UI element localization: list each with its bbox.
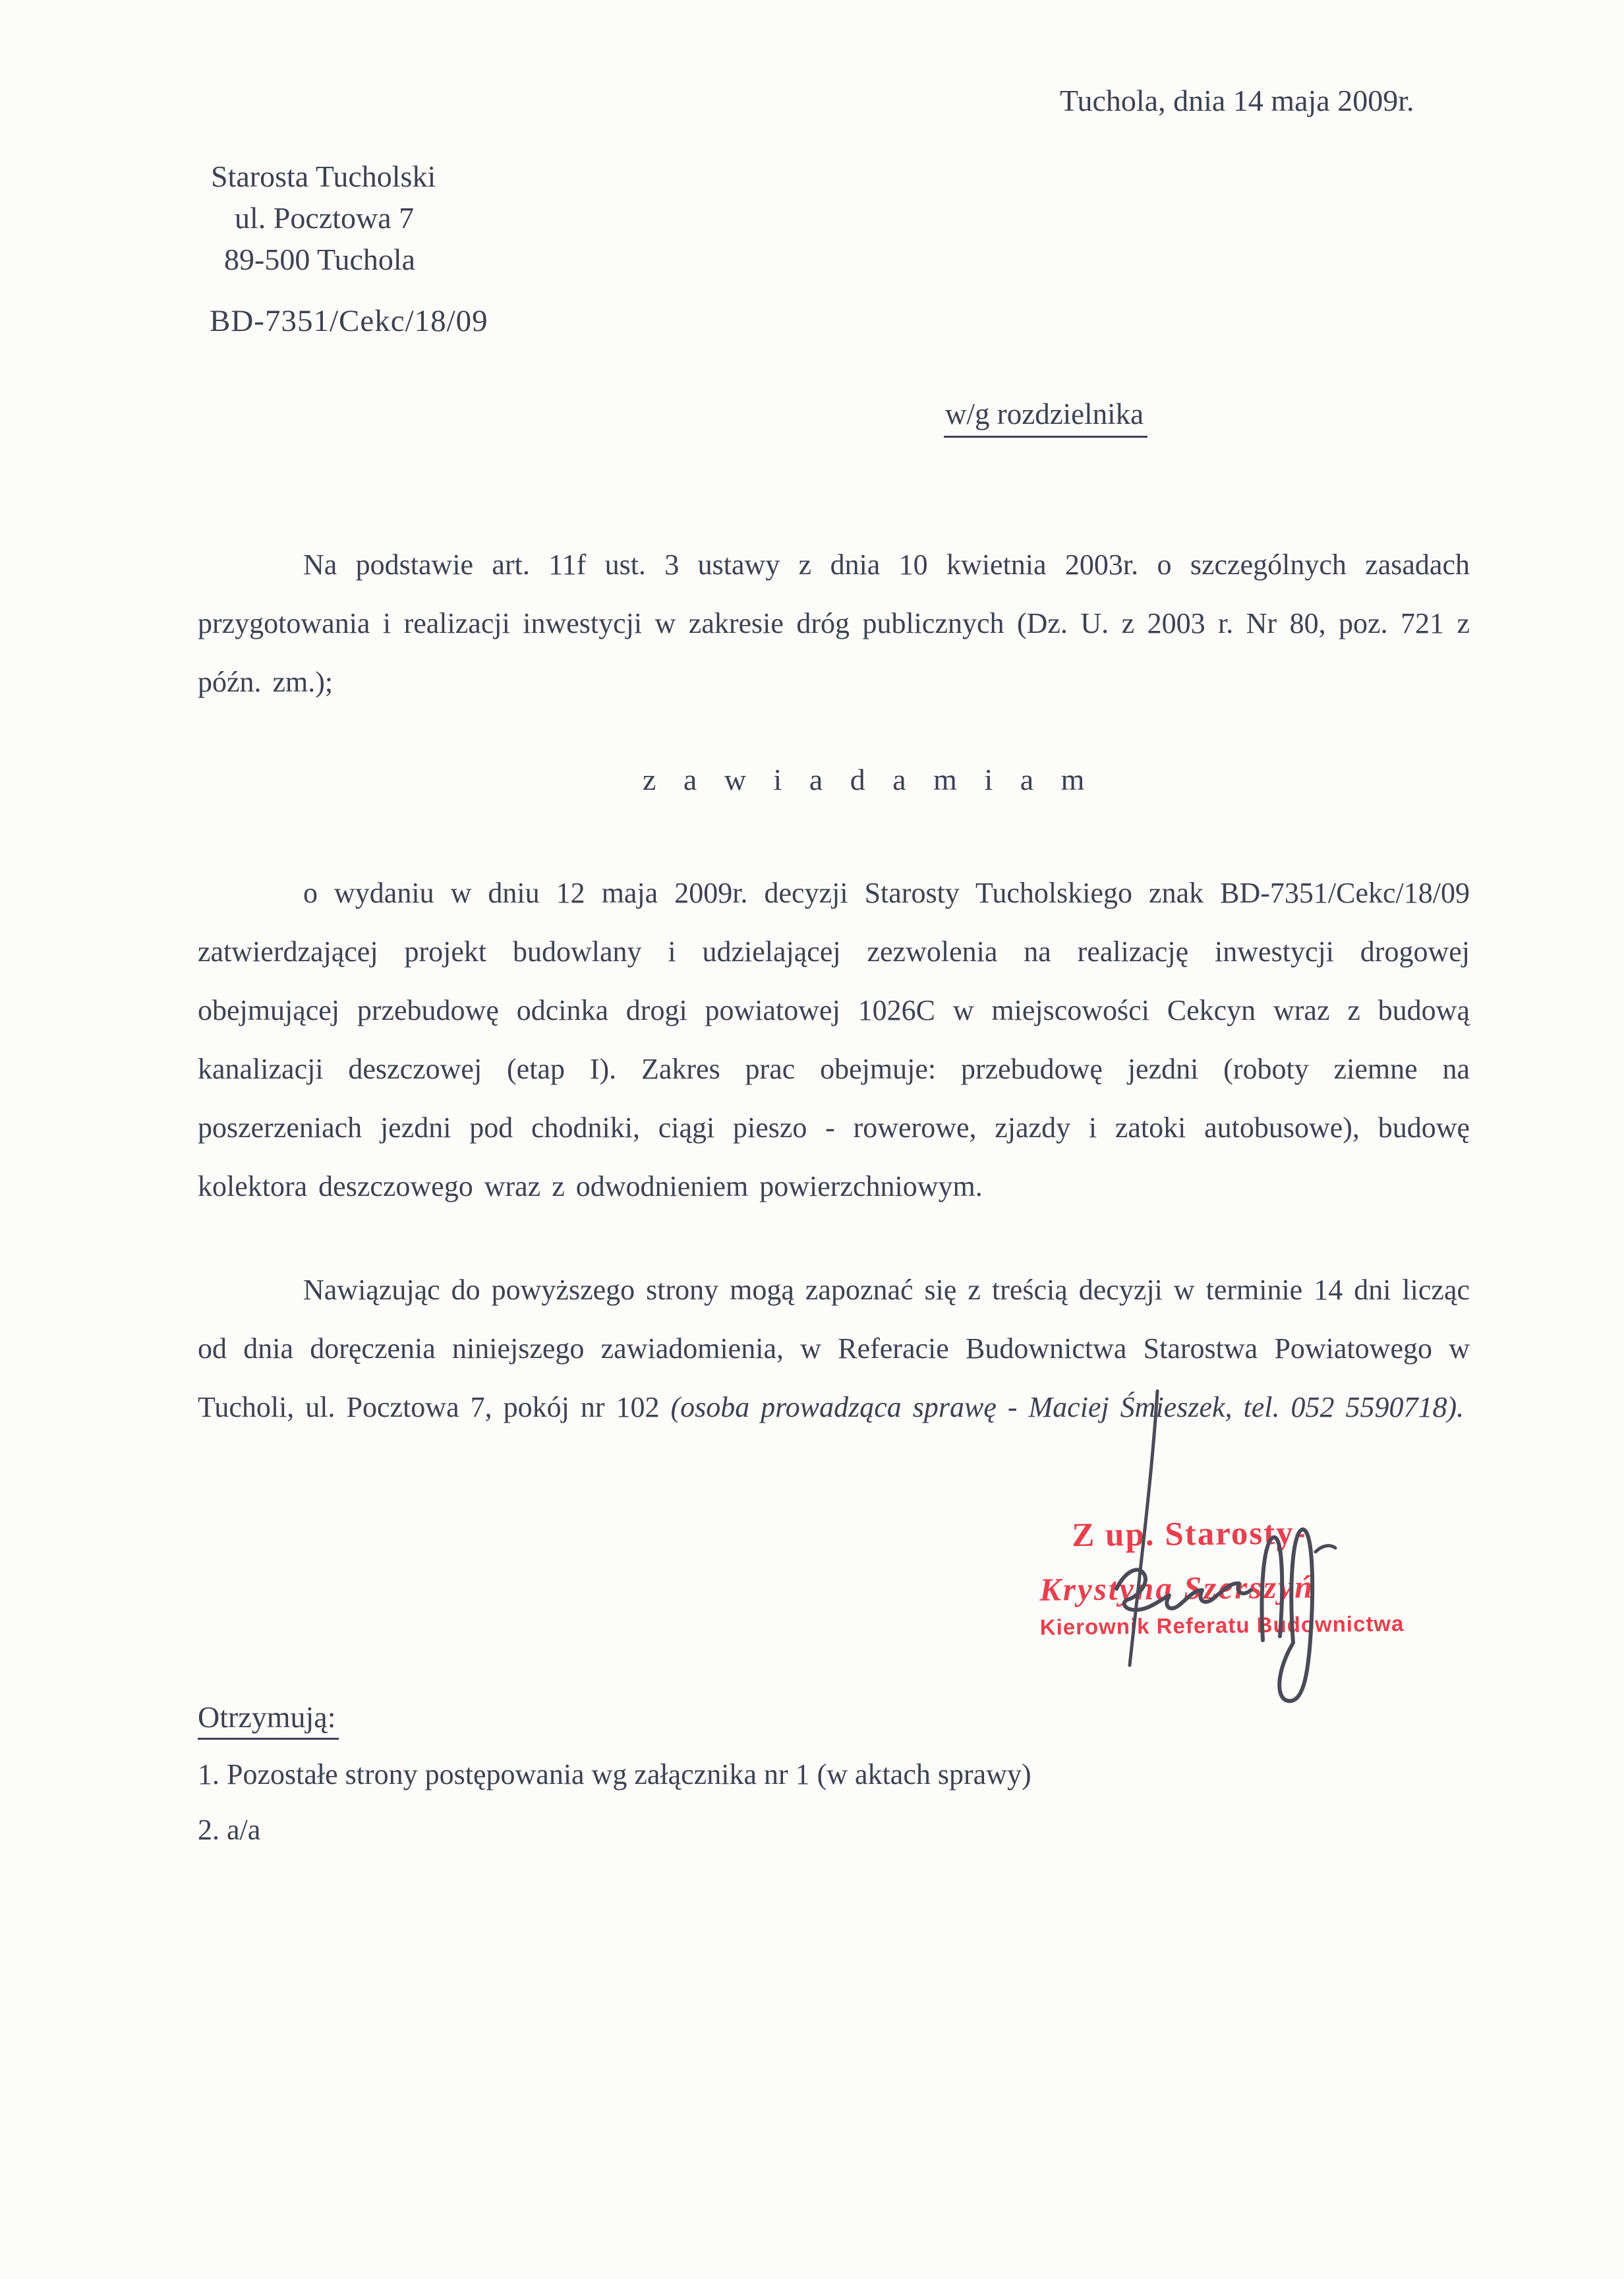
paragraph-access-regular: Nawiązując do powyższego strony mogą zapoznać się z treścią decyzji w terminie 14 dni licząc od dnia doręczenia niniejszego zawiadomienia, w Referacie Budownictwa Starostwa Powiatowego w Tucholi, ul. Pocztowa 7, pokój nr 102: [198, 1274, 1470, 1423]
stamp-authorization-line: Z up. Starosty-: [1072, 1514, 1307, 1554]
paragraph-decision: o wydaniu w dniu 12 maja 2009r. decyzji Starosty Tucholskiego znak BD-7351/Cekc/18/09 zatwierdzającej projekt budowlany i udzielającej zezwolenia na realizację inwestycji drogowej obejmującej przebudowę odcinka drogi powiatowej 1026C w miejscowości Cekcyn wraz z budową kanalizacji deszczowej (etap I). Zakres prac obejmuje: przebudowę jezdni (roboty ziemne na poszerzeniach jezdni pod chodniki, ciągi pieszo - rowerowe, zjazdy i zatoki autobusowe), budowę kolektora deszczowego wraz z odwodnieniem powierzchniowym.: [198, 877, 1470, 1202]
recipients-heading: Otrzymują:: [198, 1700, 339, 1740]
stamp-signer-name: Krystyna Szerszyń: [1039, 1568, 1315, 1608]
sender-address-block: [211, 156, 436, 280]
reference-number: BD-7351/Cekc/18/09: [210, 304, 488, 338]
paragraph-access-case-officer: (osoba prowadząca sprawę - Maciej Śmieszek, tel. 052 5590718).: [670, 1391, 1464, 1423]
handwritten-signature-ink: [1053, 1357, 1383, 1706]
date-line: Tuchola, dnia 14 maja 2009r.: [1060, 84, 1414, 117]
sender-city: 89-500 Tuchola: [224, 243, 416, 276]
stamp-signer-title: Kierownik Referatu Budownictwa: [1039, 1611, 1405, 1640]
paragraph-legal-basis: Na podstawie art. 11f ust. 3 ustawy z dnia 10 kwietnia 2003r. o szczególnych zasadach przygotowania i realizacji inwestycji w zakresie dróg publicznych (Dz. U. z 2003 r. Nr 80, poz. 721 z późn. zm.);: [198, 548, 1470, 698]
sender-name: Starosta Tucholski: [211, 160, 436, 193]
recipient-item: 2. a/a: [198, 1814, 261, 1846]
notice-heading: z a w i a d a m i a m: [643, 763, 1095, 796]
distribution-note: w/g rozdzielnika: [944, 397, 1147, 438]
recipient-item: 1. Pozostałe strony postępowania wg załącznika nr 1 (w aktach sprawy): [198, 1758, 1031, 1791]
sender-street: ul. Pocztowa 7: [235, 201, 415, 235]
